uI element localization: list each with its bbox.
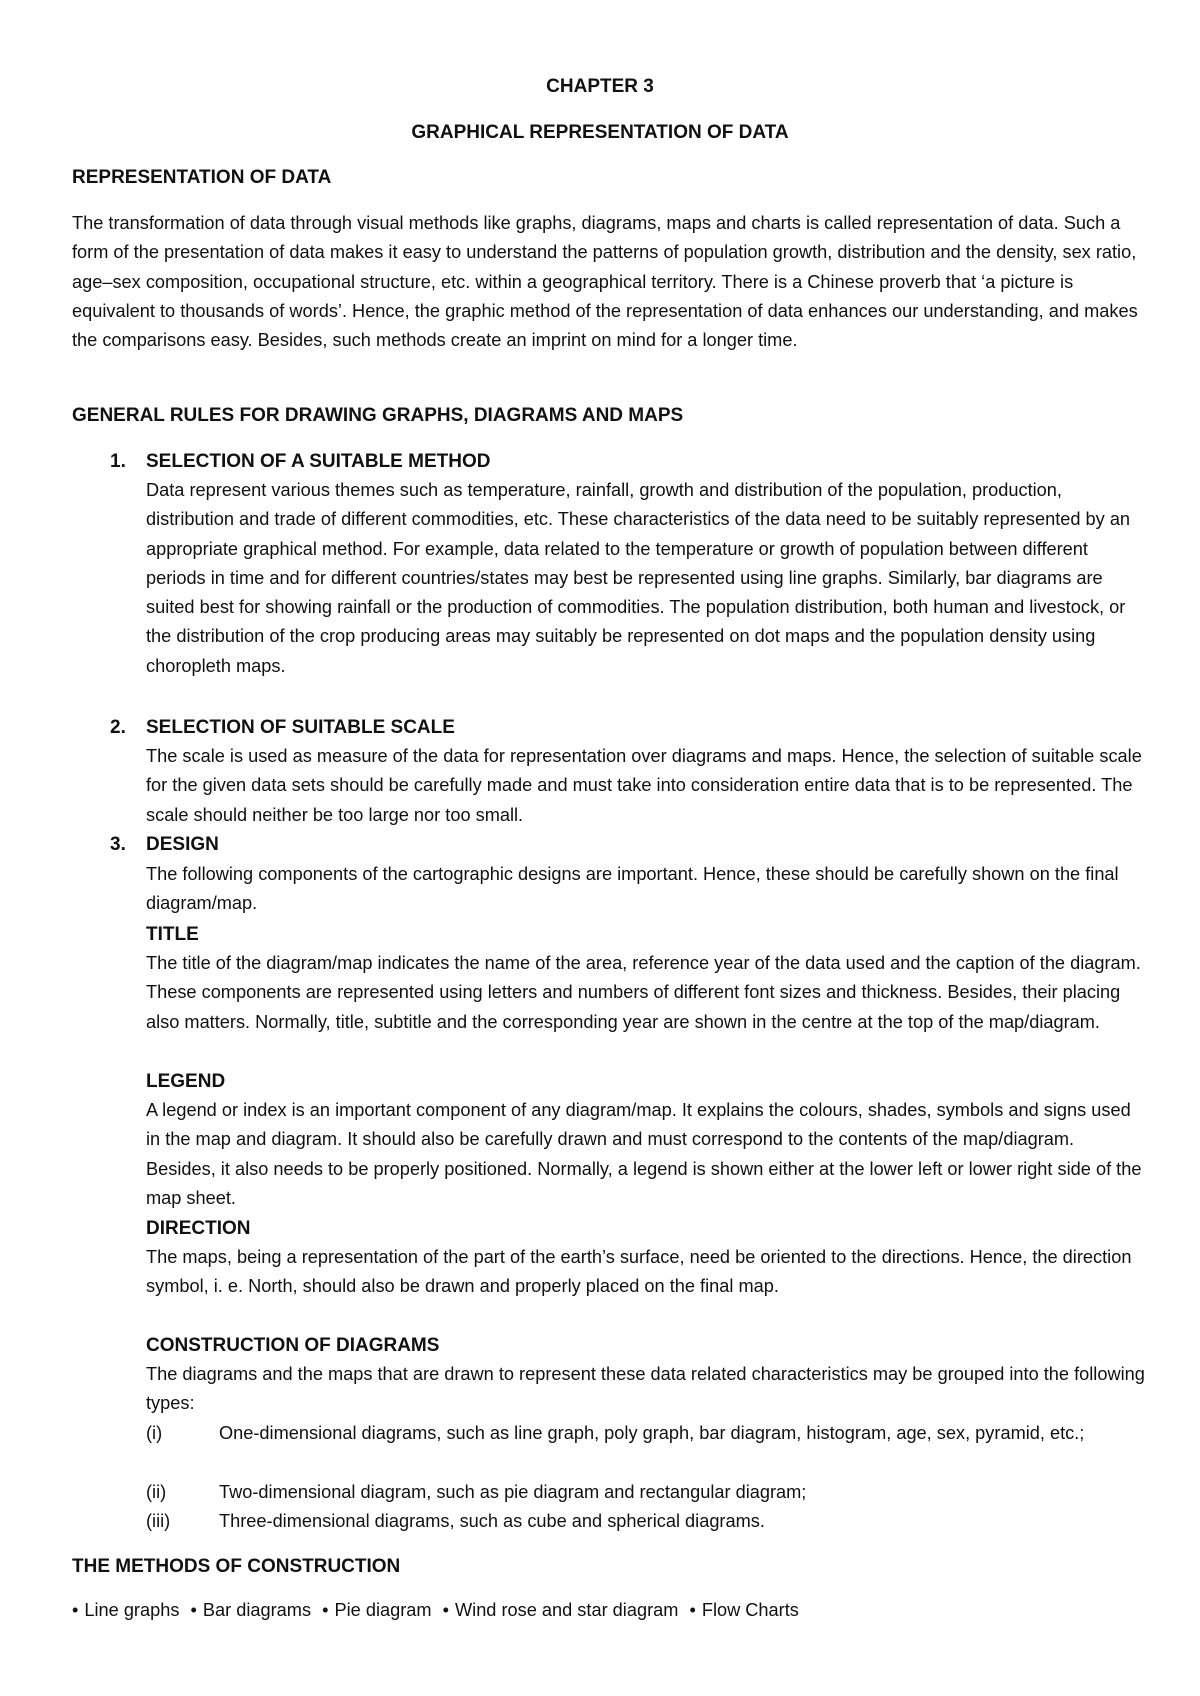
chapter-title: GRAPHICAL REPRESENTATION OF DATA <box>411 122 789 143</box>
list-item <box>689 1600 798 1620</box>
design-title-heading: TITLE <box>146 924 199 945</box>
methods-list <box>72 1598 799 1622</box>
method-label: Pie diagram <box>334 1600 432 1620</box>
chapter-number: CHAPTER 3 <box>546 76 654 97</box>
rule-number: 1. <box>110 451 126 472</box>
type-label: (i) <box>146 1423 163 1443</box>
design-title-body: The title of the diagram/map indicates the name of the area, reference year of the data used and the caption of the diagram. These components are represented using letters and numbers of different font sizes and thickness. Besides, their placing also matters. Normally, title, subtitle and the corresponding year are shown in the centre at the top of the map/diagram. <box>146 953 1141 1032</box>
list-item <box>72 1600 179 1620</box>
list-item <box>191 1600 312 1620</box>
design-direction-heading: DIRECTION <box>146 1218 251 1239</box>
method-label: Wind rose and star diagram <box>454 1600 679 1620</box>
type-text: Three-dimensional diagrams, such as cube and spherical diagrams. <box>219 1511 765 1531</box>
design-direction-body: The maps, being a representation of the part of the earth’s surface, need be oriented to the directions. Hence, the direction symbol, i. e. North, should also be drawn and properly placed on the final map. <box>146 1247 1132 1297</box>
type-label: (iii) <box>146 1511 171 1531</box>
design-legend-heading: LEGEND <box>146 1071 226 1092</box>
rule-number: 2. <box>110 717 126 738</box>
type-text: One-dimensional diagrams, such as line graph, poly graph, bar diagram, histogram, age, sex, pyramid, etc.; <box>219 1423 1085 1443</box>
general-rules-heading: GENERAL RULES FOR DRAWING GRAPHS, DIAGRAMS AND MAPS <box>72 405 684 426</box>
method-label: Line graphs <box>84 1600 180 1620</box>
bullet-icon: • <box>322 1600 329 1620</box>
bullet-icon: • <box>190 1600 197 1620</box>
bullet-icon: • <box>72 1600 79 1620</box>
construction-intro: The diagrams and the maps that are drawn to represent these data related characteristics may be grouped into the following types: <box>146 1364 1145 1414</box>
rule-body-method: Data represent various themes such as temperature, rainfall, growth and distribution of the population, production, distribution and trade of different commodities, etc. These characteristics of the data need to be suitably represented by an appropriate graphical method. For example, data related to the temperature or growth of population between different periods in time and for different countries/states may best be represented using line graphs. Similarly, bar diagrams are suited best for showing rainfall or the production of commodities. The population distribution, both human and livestock, or the distribution of the crop producing areas may suitably be represented on dot maps and the population density using choropleth maps. <box>146 480 1131 676</box>
list-item <box>443 1600 679 1620</box>
representation-paragraph: The transformation of data through visual methods like graphs, diagrams, maps and charts is called representation of data. Such a form of the presentation of data makes it easy to understand the patterns of population growth, distribution and the density, sex ratio, age–sex composition, occupational structure, etc. within a geographical territory. There is a Chinese proverb that ‘a picture is equivalent to thousands of words’. Hence, the graphic method of the representation of data enhances our understanding, and makes the comparisons easy. Besides, such methods create an imprint on mind for a longer time. <box>72 213 1138 351</box>
method-label: Bar diagrams <box>202 1600 312 1620</box>
representation-heading: REPRESENTATION OF DATA <box>72 167 332 188</box>
rule-body-scale: The scale is used as measure of the data for representation over diagrams and maps. Hence, the selection of suitable scale for the given data sets should be carefully made and must take into consideration entire data that is to be represented. The scale should neither be too large nor too small. <box>146 746 1142 825</box>
method-label: Flow Charts <box>701 1600 799 1620</box>
rule-body-design: The following components of the cartographic designs are important. Hence, these should be carefully shown on the final diagram/map. <box>146 864 1119 914</box>
bullet-icon: • <box>689 1600 696 1620</box>
bullet-icon: • <box>442 1600 449 1620</box>
design-legend-body: A legend or index is an important component of any diagram/map. It explains the colours, shades, symbols and signs used in the map and diagram. It should also be carefully drawn and must correspond to the contents of the map/diagram. Besides, it also needs to be properly positioned. Normally, a legend is shown either at the lower left or lower right side of the map sheet. <box>146 1100 1142 1208</box>
rule-heading-design: DESIGN <box>146 834 219 855</box>
rule-number: 3. <box>110 834 126 855</box>
type-text: Two-dimensional diagram, such as pie diagram and rectangular diagram; <box>219 1482 807 1502</box>
construction-heading: CONSTRUCTION OF DIAGRAMS <box>146 1335 440 1356</box>
rule-heading-method: SELECTION OF A SUITABLE METHOD <box>146 451 491 472</box>
list-item <box>322 1600 431 1620</box>
type-label: (ii) <box>146 1482 167 1502</box>
methods-heading: THE METHODS OF CONSTRUCTION <box>72 1556 401 1577</box>
rule-heading-scale: SELECTION OF SUITABLE SCALE <box>146 717 455 738</box>
